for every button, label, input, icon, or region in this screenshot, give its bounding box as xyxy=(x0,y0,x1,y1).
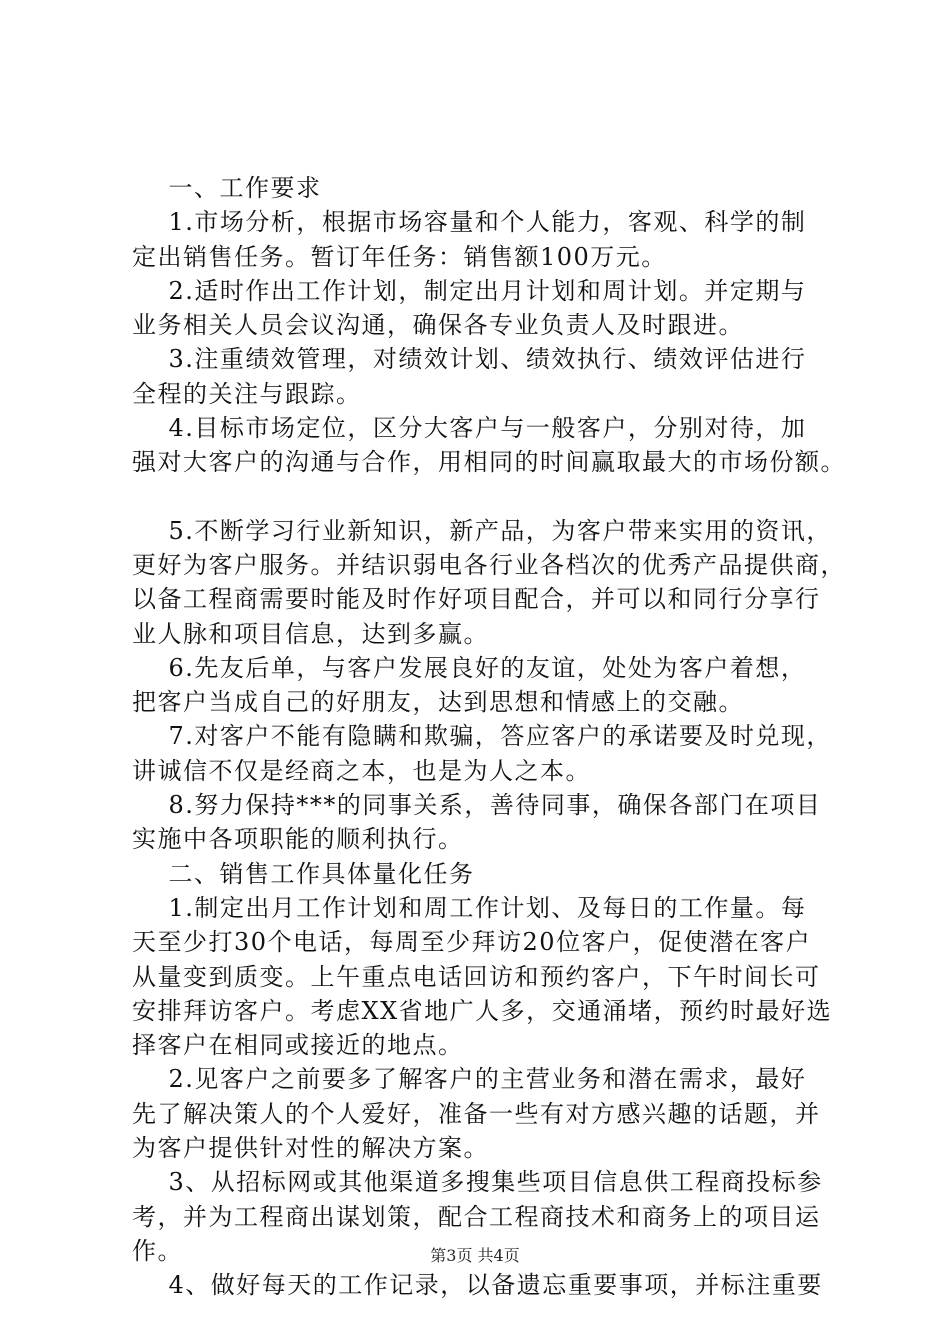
paragraph-line: 业务相关人员会议沟通，确保各专业负责人及时跟进。 xyxy=(132,311,744,340)
paragraph-line: 6.先友后单，与客户发展良好的友谊，处处为客户着想， xyxy=(132,653,807,682)
paragraph-line: 1.制定出月工作计划和周工作计划、及每日的工作量。每 xyxy=(132,893,807,922)
paragraph-line: 择客户在相同或接近的地点。 xyxy=(132,1031,464,1060)
paragraph-line: 全程的关注与跟踪。 xyxy=(132,379,362,408)
section-heading-sales-tasks: 二、销售工作具体量化任务 xyxy=(132,859,475,888)
paragraph-line: 先了解决策人的个人爱好，准备一些有对方感兴趣的话题，并 xyxy=(132,1099,821,1128)
paragraph-line: 定出销售任务。暂订年任务：销售额100万元。 xyxy=(132,242,667,271)
paragraph-line: 实施中各项职能的顺利执行。 xyxy=(132,825,464,854)
paragraph-line: 3.注重绩效管理，对绩效计划、绩效执行、绩效评估进行 xyxy=(132,345,807,374)
blank-line xyxy=(132,480,852,514)
paragraph-line: 把客户当成自己的好朋友，达到思想和情感上的交融。 xyxy=(132,688,744,717)
paragraph-line: 5.不断学习行业新知识，新产品，为客户带来实用的资讯， xyxy=(132,516,832,545)
paragraph-line: 安排拜访客户。考虑XX省地广人多，交通涌堵，预约时最好选 xyxy=(132,996,833,1025)
paragraph-line: 讲诚信不仅是经商之本，也是为人之本。 xyxy=(132,756,591,785)
paragraph-line: 1.市场分析，根据市场容量和个人能力，客观、科学的制 xyxy=(132,208,807,237)
paragraph-line: 天至少打30个电话，每周至少拜访20位客户，促使潜在客户 xyxy=(132,928,812,957)
paragraph-line: 为客户提供针对性的解决方案。 xyxy=(132,1134,489,1163)
page-number-footer: 第3页 共4页 xyxy=(430,1246,520,1265)
section-heading-work-requirements: 一、工作要求 xyxy=(132,174,322,202)
paragraph-line: 4.目标市场定位，区分大客户与一般客户，分别对待，加 xyxy=(132,414,807,443)
paragraph-line: 从量变到质变。上午重点电话回访和预约客户，下午时间长可 xyxy=(132,962,821,991)
paragraph-line: 作。 xyxy=(132,1236,183,1265)
paragraph-line: 7.对客户不能有隐瞒和欺骗，答应客户的承诺要及时兑现， xyxy=(132,722,832,751)
paragraph-line: 8.努力保持***的同事关系，善待同事，确保各部门在项目 xyxy=(132,791,822,820)
paragraph-line: 2.见客户之前要多了解客户的主营业务和潜在需求，最好 xyxy=(132,1065,807,1094)
paragraph-line: 4、做好每天的工作记录，以备遗忘重要事项，并标注重要 xyxy=(132,1271,823,1300)
paragraph-line: 强对大客户的沟通与合作，用相同的时间赢取最大的市场份额。 xyxy=(132,448,846,477)
paragraph-line: 以备工程商需要时能及时作好项目配合，并可以和同行分享行 xyxy=(132,585,821,614)
paragraph-line: 更好为客户服务。并结识弱电各行业各档次的优秀产品提供商， xyxy=(132,550,846,579)
paragraph-line: 考，并为工程商出谋划策，配合工程商技术和商务上的项目运 xyxy=(132,1202,821,1231)
paragraph-line: 业人脉和项目信息，达到多赢。 xyxy=(132,619,489,648)
document-body xyxy=(132,171,852,1303)
paragraph-line: 2.适时作出工作计划，制定出月计划和周计划。并定期与 xyxy=(132,276,807,305)
paragraph-line: 3、从招标网或其他渠道多搜集些项目信息供工程商投标参 xyxy=(132,1168,823,1197)
